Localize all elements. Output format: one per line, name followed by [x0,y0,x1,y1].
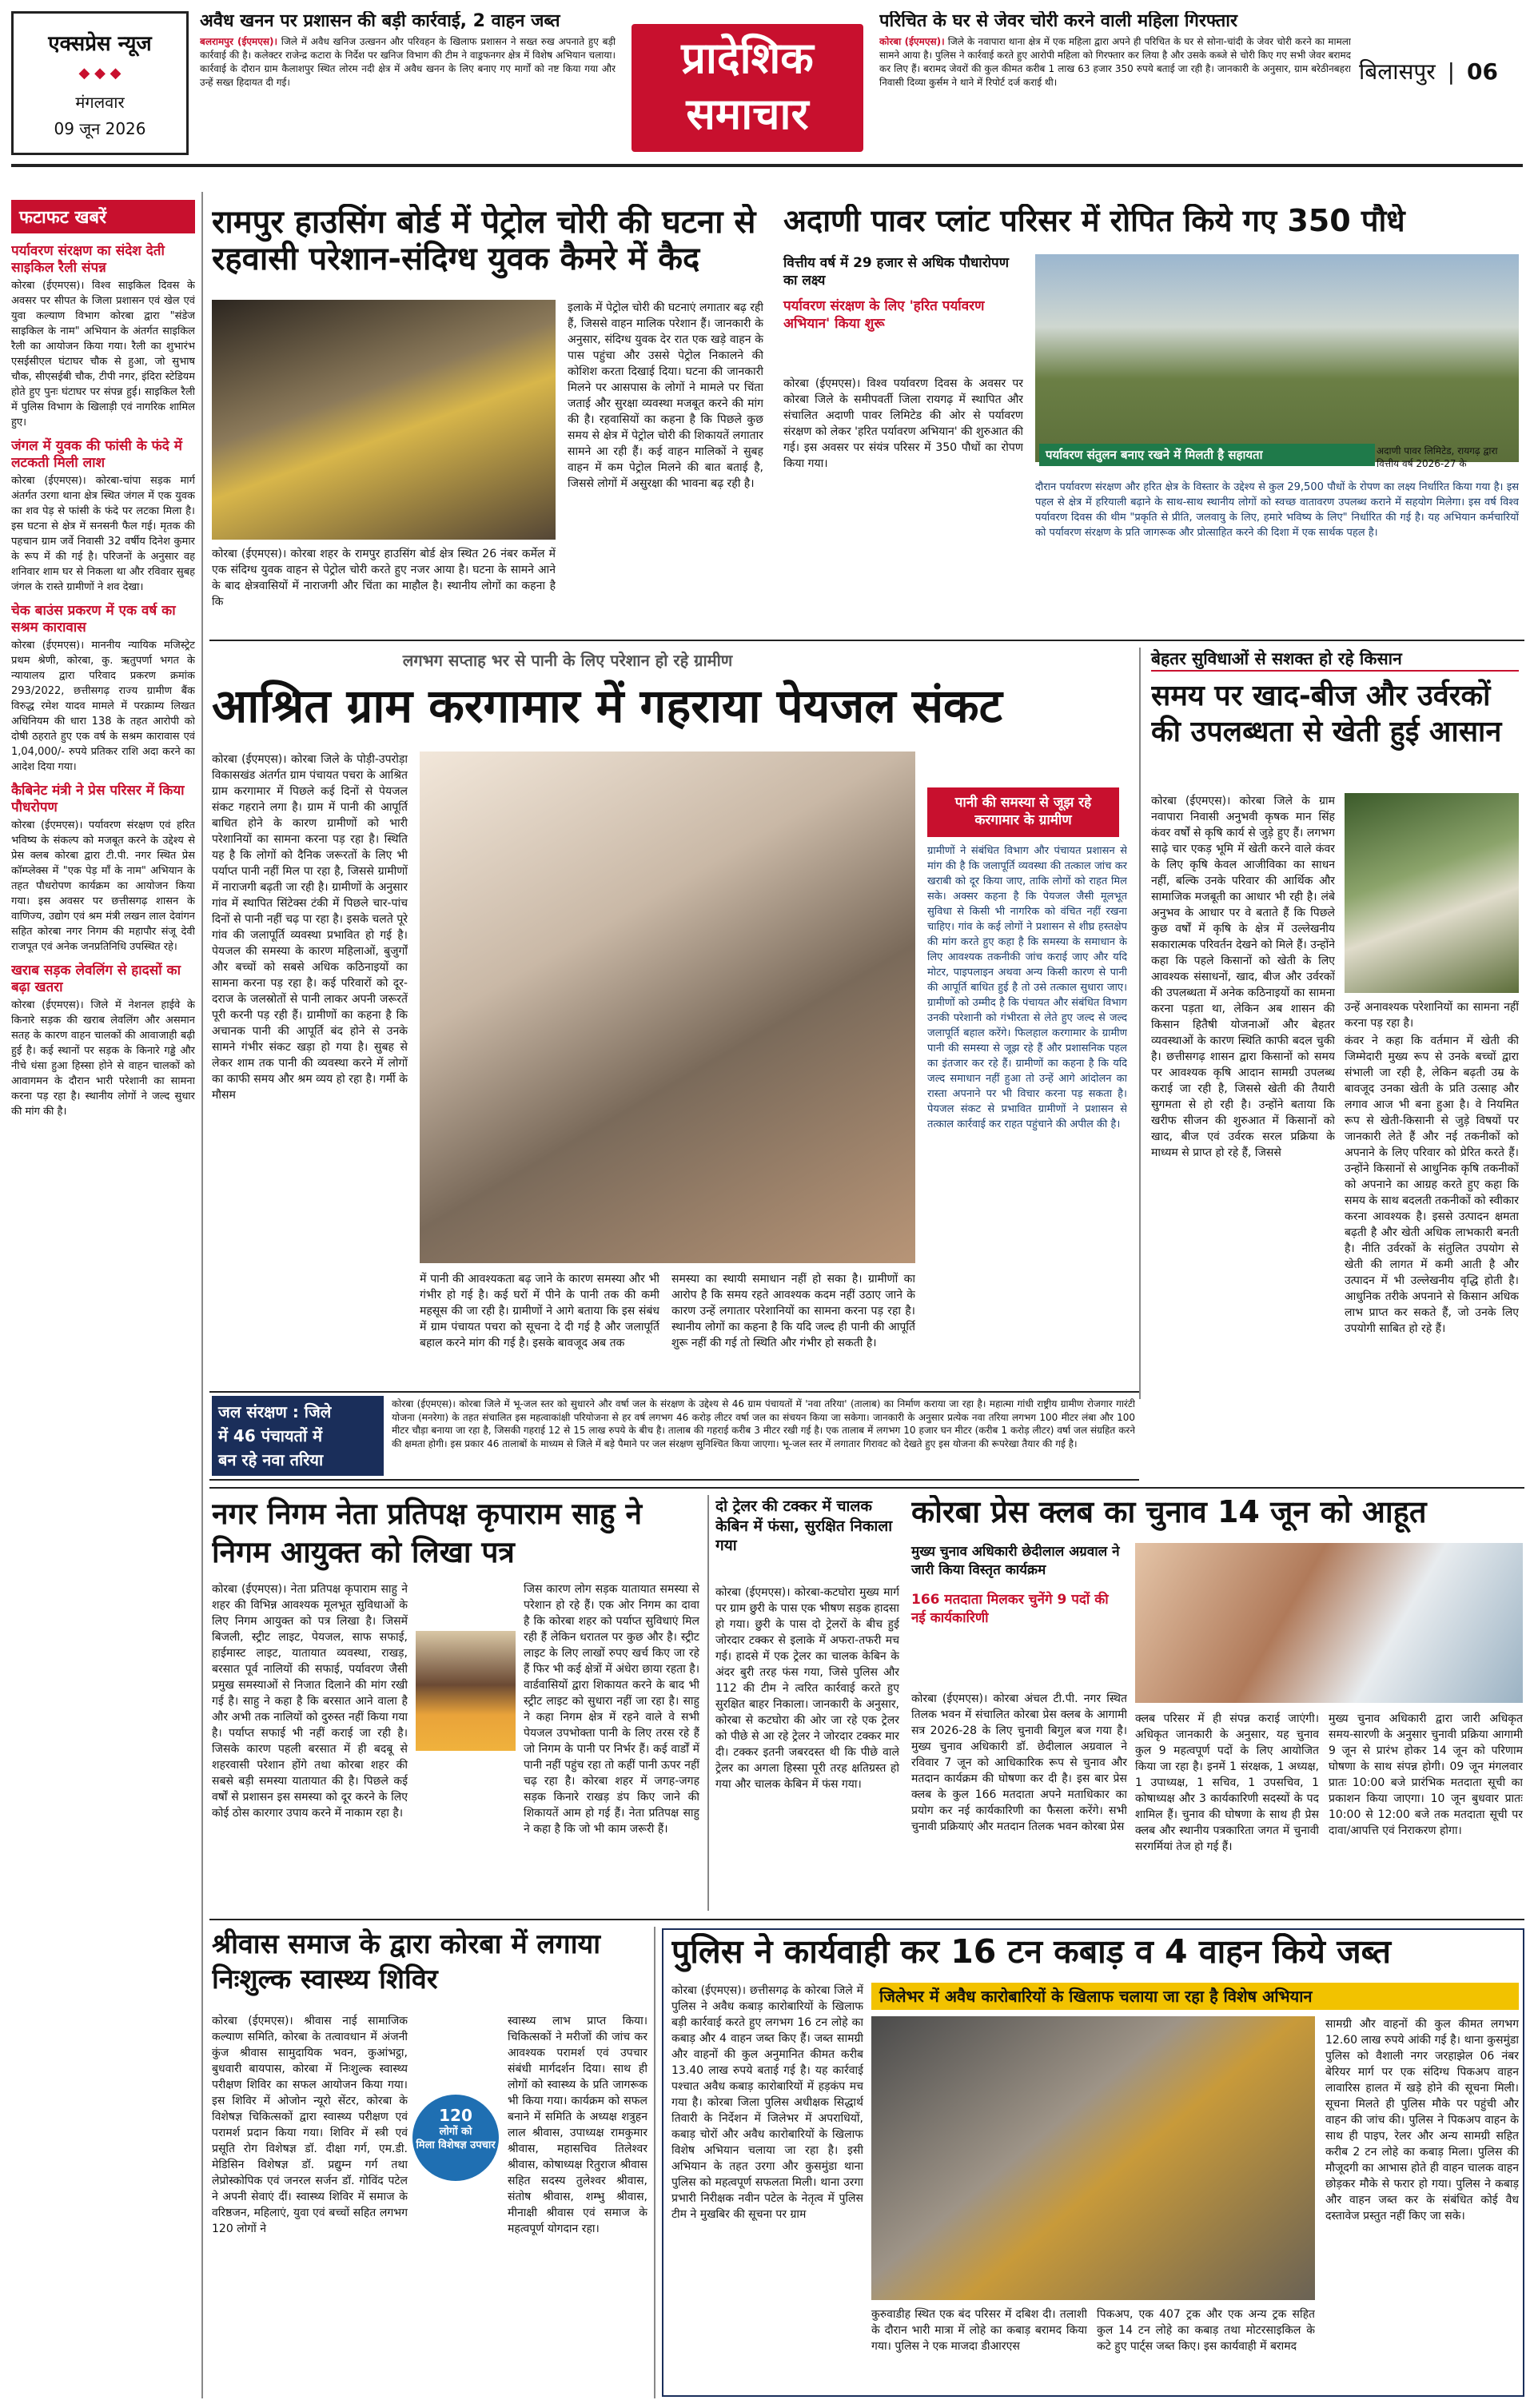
jal-label-line1: जल संरक्षण : जिले [218,1402,332,1421]
section-title-box [632,24,863,152]
masthead-left-headline: अवैध खनन पर प्रशासन की बड़ी कार्रवाई, 2 वाहन जब्त [200,11,560,31]
masthead-right-headline: परिचित के घर से जेवर चोरी करने वाली महिला गिरफ्तार [879,11,1237,31]
farmer-kicker: बेहतर सुविधाओं से सशक्त हो रहे किसान [1151,648,1519,672]
press-subheads [911,1543,1127,1687]
trailer-divider [707,1495,709,1911]
masthead-left-body: जिले में अवैध खनिज उत्खनन और परिवहन के खिलाफ प्रशासन ने सख्त रुख अपनाते हुए बड़ी कार्रवाई की है। कलेक्टर राजेन्द्र कटारा के निर्देश पर खनिज विभाग की टीम ने वाड्रफनगर क्षेत्र में विशेष अभियान चलाया। कार्रवाई के दौरान ग्राम कैलाशपुर स्थित लोरम नदी क्षेत्र में अवैध खनन के लिए बनाए गए मार्गों को नष्ट किया गया और उन्हें सख्त हिदायत दी गई। [200,36,616,88]
water-photo [420,752,915,1263]
adani-subhead2: पर्यावरण संरक्षण के लिए 'हरित पर्यावरण अभियान' किया शुरू [783,298,985,332]
police-col1: कोरबा (ईएमएस)। छत्तीसगढ़ के कोरबा जिले में पुलिस ने अवैध कबाड़ कारोबारियों के खिलाफ बड़ी कार्रवाई करते हुए लगभग 16 टन लोहे का कबाड़ और 4 वाहन जब्त किए हैं। जब्त सामग्री और वाहनों की कुल अनुमानित कीमत करीब 13.40 लाख रुपये बताई गई है। यह कार्रवाई पश्चात अवैध कबाड़ कारोबारियों में हड़कंप मच गया है। कोरबा जिला पुलिस अधीक्षक सिद्धार्थ तिवारी के निर्देशन में जिलेभर में अपराधियों, कबाड़ चोरों और अवैध कारोबारियों के खिलाफ विशेष अभियान चलाया जा रहा है। इसी अभियान के तहत उरगा और कुसमुंडा थाना पुलिस को महत्वपूर्ण सफलता मिली। थाना उरगा प्रभारी निरीक्षक नवीन पटेल के नेतृत्व में पुलिस टीम ने मुखबिर की सूचना पर ग्राम [671,1984,863,2221]
camp-badge-circle [412,2095,499,2181]
water-col2: में पानी की आवश्यकता बढ़ जाने के कारण समस्या और भी गंभीर हो गई है। कई घरों में पीने के पानी तक की कमी महसूस की जा रही है। ग्रामीणों ने आगे बताया कि इस संबंध में ग्राम पंचायत पचरा को सूचना दे दी गई है और जलापूर्ति बहाल करने मांग की गई है। इसके बावजूद अब तक [420,1273,659,1350]
masthead-left-dateline: बलरामपुर (ईएमएस)। [200,36,278,47]
petrol-col1: कोरबा (ईएमएस)। कोरबा शहर के रामपुर हाउसिंग बोर्ड क्षेत्र स्थित 26 नंबर कर्मेल में एक संदिग्ध युवक वाहन से पेट्रोल चोरी करते हुए नजर आया है। घटना के सामने आने के बाद क्षेत्रवासियों में नाराजगी और चिंता का माहौल है। स्थानीय लोगों का कहना है कि [212,548,556,608]
adani-caption-credit: अदाणी पावर लिमिटेड, रायगढ़ द्वारा वित्तीय वर्ष 2026-27 के [1377,445,1498,469]
jal-label-line2: में 46 पंचायतों में [218,1426,323,1445]
section-title-line1: प्रादेशिक [681,33,814,83]
brief-title: जंगल में युवक की फांसी के फंदे में लटकती मिली लाश [11,438,182,471]
jal-label [212,1396,384,1476]
adani-subhead1: वित्तीय वर्ष में 29 हजार से अधिक पौधारोपण का लक्ष्य [783,255,1010,289]
police-col2: सामग्री और वाहनों की कुल कीमत लगभग 12.60 लाख रुपये आंकी गई है। थाना कुसमुंडा पुलिस को वैशाली नगर जरहाझेल 06 नंबर बेरियर मार्ग पर एक संदिग्ध पिकअप वाहन लावारिस हालत में खड़े होने की सूचना मिली। सूचना मिलते ही पुलिस मौके पर पहुंची और वाहन की जांच की। पुलिस ने पिकअप वाहन के साथ ही पाइप, रेलर और अन्य सामग्री सहित करीब 2 टन लोहे का कबाड़ मिला। पुलिस की मौजूदगी का आभास होते ही वाहन चालक वाहन छोड़कर मौके से फरार हो गया। पुलिस ने कबाड़ और वाहन जब्त कर के संबंधित कोई वैध दस्तावेज प्रस्तुत नहीं किए जा सके। [1325,2018,1519,2223]
masthead-right-body: जिले के नवापारा थाना क्षेत्र में एक महिला द्वारा अपने ही परिचित के घर से सोना-चांदी के जेवर चोरी करने का मामला सामने आया है। पुलिस ने कार्रवाई करते हुए आरोपी महिला को गिरफ्तार कर लिया है और उसके कब्जे से चोरी किए गए सभी जेवर बरामद कर लिए हैं। बरामद जेवरों की कुल कीमत करीब 1 लाख 63 हजार 350 रुपये बताई जा रही है। जानकारी के अनुसार, ग्राम बरेठीनबहरा निवासी दिव्या कुर्सम ने थाने में रिपोर्ट दर्ज कराई थी। [879,36,1351,88]
brief-body: कोरबा (ईएमएस)। जिले में नेशनल हाईवे के किनारे सड़क की खराब लेवलिंग और असमान सतह के कारण वाहन चालकों की आवाजाही बढ़ी हुई है। कई स्थानों पर सड़क के किनारे गड्ढे और नीचे धंसा हुआ हिस्सा होने से वाहन चालकों को आवागमन के दौरान भारी परेशानी का सामना करना पड़ रहा है। स्थानीय लोगों ने जल्द सुधार की मांग की है। [11,999,195,1118]
press-sub2: 166 मतदाता मिलकर चुनेंगे 9 पदों की नई कार्यकारिणी [911,1592,1109,1626]
row3-rule [209,1919,1524,1920]
masthead-right-story [879,11,1351,155]
camp-col2: स्वास्थ्य लाभ प्राप्त किया। चिकित्सकों ने मरीजों की जांच कर आवश्यक परामर्श एवं उपचार संबंधी मार्गदर्शन दिया। साथ ही लोगों को स्वास्थ्य के प्रति जागरूक भी किया गया। कार्यक्रम को सफल बनाने में समिति के अध्यक्ष शत्रुहन लाल श्रीवास, उपाध्यक्ष रामकुमार श्रीवास, महासचिव तिलेश्वर श्रीवास, कोषाध्यक्ष रितुराज श्रीवास सहित सदस्य तुलेश्वर श्रीवास, संतोष श्रीवास, शम्भु श्रीवास, मीनाक्षी श्रीवास एवं समाज के महत्वपूर्ण योगदान रहा। [508,2015,647,2235]
brief-title: पर्यावरण संरक्षण का संदेश देती साइकिल रैली संपन्न [11,243,165,276]
press-sub1: मुख्य चुनाव अधिकारी छेदीलाल अग्रवाल ने जारी किया विस्तृत कार्यक्रम [911,1544,1120,1578]
press-col2: क्लब परिसर में ही संपन्न कराई जाएंगी। अधिकृत जानकारी के अनुसार, यह चुनाव कुल 9 महत्वपूर्ण पदों के लिए आयोजित किया जा रहा है। इनमें 1 संरक्षक, 1 अध्यक्ष, 1 उपाध्यक्ष, 1 सचिव, 1 उपसचिव, 1 कोषाध्यक्ष और 3 कार्यकारिणी सदस्यों के पद शामिल हैं। चुनाव की घोषणा के साथ ही प्रेस क्लब और स्थानीय पत्रकारिता जगत में चुनावी सरगर्मियां तेज हो गई हैं। [1135,1712,1319,1853]
brief-title: कैबिनेट मंत्री ने प्रेस परिसर में किया पौधरोपण [11,783,185,815]
press-col1: कोरबा (ईएमएस)। कोरबा अंचल टी.पी. नगर स्थित तिलक भवन में संचालित कोरबा प्रेस क्लब के आगामी सत्र 2026-28 के लिए चुनावी बिगुल बज गया है। मुख्य चुनाव अधिकारी डॉ. छेदीलाल अग्रवाल ने रविवार 7 जून को आधिकारिक रूप से चुनाव और मतदान कार्यक्रम की घोषणा कर दी है। इस बार प्रेस क्लब के कुल 166 मतदाता अपने मताधिकार का प्रयोग कर नई कार्यकारिणी का फैसला करेंगे। सभी चुनावी प्रक्रियाएं और मतदान तिलक भवन कोरबा प्रेस [911,1692,1127,1833]
water-side-body: ग्रामीणों ने संबंधित विभाग और पंचायत प्रशासन से मांग की है कि जलापूर्ति व्यवस्था की तत्काल जांच कर खराबी को दूर किया जाए, ताकि लोगों को राहत मिल सके। अक्सर कहना है कि पेयजल जैसी मूलभूत सुविधा से किसी भी नागरिक को वंचित नहीं रखना चाहिए। गांव के कई लोगों ने प्रशासन से शीघ्र हस्तक्षेप की मांग करते हुए कहा है कि समस्या के समाधान के लिए आवश्यक तकनीकी जांच कराई जाए और यदि मोटर, पाइपलाइन अथवा अन्य किसी कारण से पानी की आपूर्ति बाधित हुई है तो उसे तत्काल सुधारा जाए। ग्रामीणों को उम्मीद है कि पंचायत और संबंधित विभाग उनकी परेशानी को गंभीरता से लेते हुए जल्द से जल्द जलापूर्ति बहाल करेंगे। फिलहाल करगामार के ग्रामीण पानी की समस्या से जूझ रहे हैं और प्रशासनिक पहल का इंतजार कर रहे हैं। ग्रामीणों का कहना है कि यदि जल्द समाधान नहीं हुआ तो उन्हें आगे आंदोलन का रास्ता अपनाने पर भी विचार करना पड़ सकता है। पेयजल संकट से प्रभावित ग्रामीणों ने प्रशासन से तत्काल कार्रवाई कर राहत पहुंचाने की अपील की है। [927,845,1127,1130]
page-number: 06 [1467,58,1498,85]
camp-badge-number: 120 [439,2106,472,2125]
adani-caption-body: दौरान पर्यावरण संरक्षण और हरित क्षेत्र के विस्तार के उद्देश्य से कुल 29,500 पौधों के रोपण का लक्ष्य निर्धारित किया गया है। इस पहल से क्षेत्र में हरियाली बढ़ाने के साथ-साथ स्थानीय लोगों को स्वच्छ वातावरण उपलब्ध कराने में सहयोग मिलेगा। इस वर्ष विश्व पर्यावरण दिवस की थीम "प्रकृति से प्रीति, जलवायु के लिए, हमारे भविष्य के लिए" निर्धारित की गई है। यह अभियान कर्मचारियों को पर्यावरण संरक्षण के प्रति जागरूक और प्रोत्साहित करने की दिशा में एक सार्थक पहल है। [1035,481,1519,539]
water-kicker: लगभग सप्ताह भर से पानी के लिए परेशान हो रहे ग्रामीण [402,651,733,670]
adani-photo-band: पर्यावरण संतुलन बनाए रखने में मिलती है सहायता [1039,444,1375,466]
water-side-label: पानी की समस्या से जूझ रहे करगामार के ग्रामीण [927,787,1119,837]
kripa-col2: जिस कारण लोग सड़क यातायात समस्या से परेशान हो रहे हैं। एक ओर निगम का दावा है कि कोरबा शहर को पर्याप्त सुविधाएं मिल रही हैं लेकिन धरातल पर कुछ और है। स्ट्रीट लाइट के लिए लाखों रुपए खर्च किए जा रहे हैं फिर भी कई क्षेत्रों में अंधेरा छाया रहता है। वार्डवासियों द्वारा शिकायत करने के बाद भी स्ट्रीट लाइट को सुधारा नहीं जा रहा है। साहु ने कहा निगम क्षेत्र में रहने वाले वे सभी पेयजल उपभोक्ता पानी के लिए तरस रहे हैं जो निगम के पानी पर निर्भर हैं। कई वार्डों में पानी नहीं पहुंच रहा तो कहीं पानी ऊपर नहीं चढ़ रहा है। कोरबा शहर में जगह-जगह सड़क किनारे राखड़ डंप किए जाने की शिकायतें आम हो गई हैं। नेता प्रतिपक्ष साहु ने कहा है कि जो भी काम जरूरी हैं। [524,1583,699,1836]
water-headline: आश्रित ग्राम करगामार में गहराया पेयजल संकट [212,680,1002,733]
kripa-headline: नगर निगम नेता प्रतिपक्ष कृपाराम साहु ने निगम आयुक्त को लिखा पत्र [212,1497,642,1570]
adani-photo [1035,254,1519,462]
diamond-ornament-icon: ◆ ◆ ◆ [78,65,122,82]
camp-badge-line3: मिला विशेषज्ञ उपचार [416,2139,496,2151]
brief-title: खराब सड़क लेवलिंग से हादसों का बढ़ा खतरा [11,963,181,995]
camp-badge-line2: लोगों को [439,2126,472,2138]
issue-date: 09 जून 2026 [54,119,146,138]
page-folio: बिलासपुर | 06 [1359,58,1498,85]
police-divider [654,1927,655,2398]
adani-col1: कोरबा (ईएमएस)। विश्व पर्यावरण दिवस के अवसर पर कोरबा जिले के समीपवर्ती जिला रायगढ़ में स्थापित और संचालित अदाणी पावर लिमिटेड की ओर से पर्यावरण संरक्षण को लेकर 'हरित पर्यावरण अभियान' की शुरुआत की गई। इस अवसर पर संयंत्र परिसर में 350 पौधों का रोपण किया गया। [783,377,1023,470]
police-headline: पुलिस ने कार्यवाही कर 16 टन कबाड़ व 4 वाहन किये जब्त [671,1933,1392,1971]
weekday: मंगलवार [75,93,125,112]
brief-body: कोरबा (ईएमएस)। कोरबा-चांपा सड़क मार्ग अंतर्गत उरगा थाना क्षेत्र स्थित जंगल में एक युवक का शव पेड़ से फांसी के फंदे पर लटका मिला है। इस घटना से क्षेत्र में सनसनी फैल गई। मृतक की पहचान ग्राम जर्वे निवासी 32 वर्षीय दिनेश कुमार के रूप में की गई है। परिजनों के अनुसार वह शनिवार शाम घर से निकला था और रविवार सुबह जंगल के रास्ते ग्रामीणों ने शव देखा। [11,475,195,593]
masthead-right-dateline: कोरबा (ईएमएस)। [879,36,945,47]
trailer-body: कोरबा (ईएमएस)। कोरबा-कटघोरा मुख्य मार्ग पर ग्राम छुरी के पास एक भीषण सड़क हादसा हो गया। छुरी के पास दो ट्रेलरों के बीच हुई जोरदार टक्कर से इलाके में अफरा-तफरी मच गई। हादसे में एक ट्रेलर का चालक केबिन के अंदर बुरी तरह फंस गया, जिसे पुलिस और 112 की टीम ने त्वरित कार्रवाई करते हुए सुरक्षित बाहर निकाला। जानकारी के अनुसार, कोरबा से कटघोरा की ओर जा रहे एक ट्रेलर को पीछे से आ रहे ट्रेलर ने जोरदार टक्कर मार दी। टक्कर इतनी जबरदस्त थी कि पीछे वाले ट्रेलर का अगला हिस्सा पूरी तरह क्षतिग्रस्त हो गया और चालक केबिन में फंस गया। [715,1586,899,1791]
brief-title: चेक बाउंस प्रकरण में एक वर्ष का सश्रम कारावास [11,603,176,636]
kripa-col1: कोरबा (ईएमएस)। नेता प्रतिपक्ष कृपाराम साहु ने शहर की विभिन्न आवश्यक मूलभूत सुविधाओं के लिए निगम आयुक्त को पत्र लिखा है। जिसमें बिजली, स्ट्रीट लाइट, पेयजल, साफ सफाई, हाईमास्ट लाइट, यातायात व्यवस्था, राखड़, बरसात पूर्व नालियों की सफाई, पर्यावरण जैसी प्रमुख समस्याओं से निजात दिलाने की मांग रखी गई है। साहु ने कहा है कि बरसात आने वाला है और अभी तक नालियों को दुरुस्त नहीं किया गया है। पर्याप्त सफाई भी नहीं कराई जा रही है। जिसके कारण पहली बरसात में ही बदबू से शहरवासी परेशान होंगे तथा कोरबा शहर की सबसे बड़ी समस्या यातायात की है। पिछले कई वर्षों से प्रशासन इस समस्या को दूर करने के लिए कोई ठोस कारगार उपाय करने में नाकाम रहा है। [212,1583,408,1820]
press-headline: कोरबा प्रेस क्लब का चुनाव 14 जून को आहूत [911,1495,1427,1529]
brief-body: कोरबा (ईएमएस)। विश्व साइकिल दिवस के अवसर पर सीपत के जिला प्रशासन एवं खेल एवं युवा कल्याण विभाग कोरबा द्वारा "संडेज साइकिल के नाम" अभियान के अंतर्गत साइकिल रैली का आयोजन किया गया। रैली का शुभारंभ एसईसीएल घंटाघर चौक से हुआ, जो सुभाष चौक, सीएसईबी चौक, टीपी नगर, इंदिरा स्टेडियम होते हुए पुनः घंटाघर पर संपन्न हुई। साइकिल रैली में पुलिस विभाग के खिलाड़ी एवं नागरिक शामिल हुए। [11,280,195,429]
water-col1: कोरबा (ईएमएस)। कोरबा जिले के पोड़ी-उपरोड़ा विकासखंड अंतर्गत ग्राम पंचायत पचरा के आश्रित ग्राम करगामार में पिछले कई दिनों से पेयजल संकट गहराने लगा है। ग्राम में पानी की आपूर्ति बाधित होने के कारण ग्रामीणों को भारी परेशानियों का सामना करना पड़ रहा है। स्थिति यह है कि लोगों को दैनिक जरूरतों के लिए भी पर्याप्त पानी नहीं मिल पा रहा है, जिससे ग्रामीणों में नाराजगी बढ़ती जा रही है। ग्रामीणों के अनुसार गांव में स्थापित सिंटेक्स टंकी में पिछले चार-पांच दिनों से पानी नहीं चढ़ पा रहा है। इसके चलते पूरे गांव की जलापूर्ति व्यवस्था प्रभावित हो गई है। पेयजल की समस्या के कारण महिलाओं, बुजुर्गों और बच्चों को सबसे अधिक कठिनाइयों का सामना करना पड़ रहा है। कई परिवारों को दूर-दराज के जलस्रोतों से पानी लाकर अपनी जरूरतें पूरी करनी पड़ रही हैं। ग्रामीणों का कहना है कि अचानक पानी की आपूर्ति बंद होने से उनके सामने गंभीर संकट खड़ा हो गया है। सुबह से लेकर शाम तक पानी की व्यवस्था करने में लोगों का काफी समय और श्रम व्यय हो रहा है। गर्मी के मौसम [212,753,408,1102]
petrol-col2: इलाके में पेट्रोल चोरी की घटनाएं लगातार बढ़ रही हैं, जिससे वाहन मालिक परेशान हैं। जानकारी के अनुसार, संदिग्ध युवक देर रात एक खड़े वाहन के पास पहुंचा और उससे पेट्रोल निकालने की कोशिश करता दिखाई दिया। घटना की जानकारी मिलने पर आसपास के लोगों ने मामले पर चिंता जताई और सुरक्षा व्यवस्था मजबूत करने की मांग की है। रहवासियों का कहना है कि पिछले कुछ समय से क्षेत्र में पेट्रोल चोरी की शिकायतें लगातार सामने आ रही हैं। कई वाहन मालिकों ने सुबह वाहन में कम पेट्रोल मिलने की बात बताई है, जिससे लोगों में असुरक्षा की भावना बढ़ रही है। [568,301,763,490]
trailer-headline: दो ट्रेलर की टक्कर में चालक केबिन में फंसा, सुरक्षित निकाला गया [715,1497,893,1555]
press-col3: मुख्य चुनाव अधिकारी द्वारा जारी अधिकृत समय-सारणी के अनुसार चुनावी प्रक्रिया आगामी 9 जून से प्रारंभ होकर 14 जून को परिणाम घोषणा के साथ संपन्न होगी। 09 जून मंगलवार प्रातः 10:00 बजे प्रारंभिक मतदाता सूची का प्रकाशन किया जाएगा। 10 जून बुधवार प्रातः 10:00 से 12:00 बजे तक मतदाता सूची पर दावा/आपत्ति एवं निराकरण होगा। [1329,1712,1523,1837]
jal-label-line3: बन रहे नवा तरिया [218,1450,324,1469]
police-band: जिलेभर में अवैध कारोबारियों के खिलाफ चलाया जा रहा है विशेष अभियान [871,1983,1519,2010]
masthead-rule [11,164,1523,167]
brief-body: कोरबा (ईएमएस)। पर्यावरण संरक्षण एवं हरित भविष्य के संकल्प को मजबूत करने के उद्देश्य से प्रेस क्लब कोरबा द्वारा टी.पी. नगर स्थित प्रेस कॉम्प्लेक्स में "एक पेड़ माँ के नाम" अभियान के तहत पौधरोपण कार्यक्रम का आयोजन किया गया। इस अवसर पर छत्तीसगढ़ शासन के वाणिज्य, उद्योग एवं श्रम मंत्री लखन लाल देवांगन सहित कोरबा नगर निगम की महापौर संजू देवी राजपूत एवं अनेक जनप्रतिनिधि उपस्थित रहे। [11,819,195,953]
briefs-header: फटाफट खबरें [11,200,195,233]
farmer-photo [1345,793,1519,993]
masthead-left-story [200,11,616,155]
camp-headline: श्रीवास समाज के द्वारा कोरबा में लगाया निःशुल्क स्वास्थ्य शिविर [212,1928,601,1996]
farmer-headline: समय पर खाद-बीज और उर्वरकों की उपलब्धता से खेती हुई आसान [1151,680,1502,748]
row1-rule [209,640,1524,641]
farmer-col1: कोरबा (ईएमएस)। कोरबा जिले के ग्राम नवापारा निवासी अनुभवी कृषक मान सिंह कंवर वर्षों से कृषि कार्य से जुड़े हुए हैं। लगभग साढ़े चार एकड़ भूमि में खेती करने वाले कंवर के लिए कृषि केवल आजीविका का साधन नहीं, बल्कि उनके परिवार की आर्थिक और सामाजिक मजबूती का आधार भी रही है। लंबे अनुभव के आधार पर वे बताते हैं कि पिछले कुछ वर्षों में कृषि के क्षेत्र में उल्लेखनीय सकारात्मक परिवर्तन देखने को मिले हैं। उन्होंने कहा कि पहले किसानों को खेती के लिए आवश्यक संसाधनों, खाद, बीज और उर्वरकों की उपलब्धता में अनेक कठिनाइयों का सामना करना पड़ता था, लेकिन अब शासन की किसान हितैषी योजनाओं और बेहतर व्यवस्थाओं के कारण स्थिति काफी बदल चुकी है। छत्तीसगढ़ शासन द्वारा किसानों को समय पर आवश्यक कृषि आदान सामग्री उपलब्ध कराई जा रही है, जिससे खेती की तैयारी सुगमता से हो रही है। उन्होंने बताया कि खरीफ सीजन की शुरुआत में किसानों को खाद, बीज एवं उर्वरक सरल प्रक्रिया के माध्यम से प्राप्त हो रहे हैं, जिससे [1151,795,1335,1159]
brief-body: कोरबा (ईएमएस)। माननीय न्यायिक मजिस्ट्रेट प्रथम श्रेणी, कोरबा, कु. ऋतुपर्णा भगत के न्यायालय द्वारा परिवाद प्रकरण क्रमांक 293/2022, छत्तीसगढ़ राज्य ग्रामीण बैंक विरुद्ध रमेश यादव मामले में परक्राम्य लिखत अधिनियम की धारा 138 के तहत आरोपी को दोषी ठहराते हुए एक वर्ष के सश्रम कारावास एवं 1,04,000/- रुपये प्रतिकर राशि अदा करने का आदेश दिया गया। [11,640,195,773]
adani-subheads [783,254,1023,366]
press-photo [1135,1543,1523,1703]
water-col3: समस्या का स्थायी समाधान नहीं हो सका है। ग्रामीणों का आरोप है कि समय रहते आवश्यक कदम नहीं उठाए जाने के कारण उन्हें लगातार परेशानियों का सामना करना पड़ रहा है। स्थानीय लोगों का कहना है कि यदि जल्द ही पानी की आपूर्ति शुरू नहीं की गई तो स्थिति और गंभीर हो सकती है। [671,1273,915,1350]
farmer-col2: कंवर ने कहा कि वर्तमान में खेती की जिम्मेदारी मुख्य रूप से उनके बच्चों द्वारा संभाली जा रही है, लेकिन बढ़ती उम्र के बावजूद उनका खेती के प्रति उत्साह और लगाव आज भी बना हुआ है। वे नियमित रूप से खेती-किसानी से जुड़े विषयों पर जानकारी लेते हैं और नई तकनीकों को अपनाने के लिए परिवार को प्रेरित करते हैं। उन्होंने किसानों से आधुनिक कृषि तकनीकों को अपनाने का आग्रह करते हुए कहा कि समय के साथ बदलती तकनीकों को स्वीकार करना आवश्यक है। इससे उत्पादन क्षमता बढ़ती है और खेती अधिक लाभकारी बनती है। नीति उर्वरकों के संतुलित उपयोग से खेती की लागत में कमी आती है और उत्पादन में भी उल्लेखनीय वृद्धि होती है। आधुनिक तरीके अपनाने से किसान अधिक लाभ प्राप्त कर सकते हैं, जो उनके लिए उपयोगी साबित हो रहे हैं। [1345,1035,1519,1335]
briefs-divider [201,192,203,2398]
row2-rule [209,1487,1524,1489]
camp-col1: कोरबा (ईएमएस)। श्रीवास नाई सामाजिक कल्याण समिति, कोरबा के तत्वावधान में अंजनी कुंज श्रीवास सामुदायिक भवन, कुआंभट्ठा, बुधवारी बायपास, कोरबा में निःशुल्क स्वास्थ्य परीक्षण शिविर का सफल आयोजन किया गया। इस शिविर में ओजोन न्यूरो सेंटर, कोरबा के विशेषज्ञ चिकित्सकों द्वारा स्वास्थ्य परीक्षण एवं परामर्श प्रदान किया गया। शिविर में स्त्री एवं प्रसूति रोग विशेषज्ञ डॉ. दीक्षा गर्ग, एम.डी. मेडिसिन विशेषज्ञ डॉ. प्रद्युम्न गर्ग तथा लेप्रोस्कोपिक एवं जनरल सर्जन डॉ. गोविंद पटेल ने अपनी सेवाएं दीं। स्वास्थ्य शिविर में समाज के वरिष्ठजन, महिलाएं, युवा एवं बच्चों सहित लगभग 120 लोगों ने [212,2015,408,2235]
jal-body: कोरबा (ईएमएस)। कोरबा जिले में भू-जल स्तर को सुधारने और वर्षा जल के संरक्षण के उद्देश्य से 46 ग्राम पंचायतों में 'नवा तरिया' (तालाब) का निर्माण कराया जा रहा है। महात्मा गांधी राष्ट्रीय ग्रामीण रोजगार गारंटी योजना (मनरेगा) के तहत संचालित इस महत्वाकांक्षी परियोजना से हर वर्ष लगभग 46 करोड़ लीटर वर्षा जल का संचयन किया जा सकेगा। जानकारी के अनुसार प्रत्येक नवा तरिया लगभग 100 मीटर लंबा और 100 मीटर चौड़ा बनाया जा रहा है, जिसकी गहराई 12 से 15 लाख रुपये के बीच है। तालाब की गहराई करीब 3 मीटर रखी गई है। एक तालाब में लगभग 10 हजार घन मीटर (करीब 1 करोड़ लीटर) वर्षा जल संग्रहित करने की क्षमता होगी। इस प्रकार 46 तालाबों के माध्यम से जिले में बड़े पैमाने पर जल संरक्षण सुनिश्चित किया जाएगा। भू-जल स्तर में लगातार गिरावट को देखते हुए इस योजना की रूपरेखा तैयार की गई है। [392,1398,1135,1449]
paper-name: एक्सप्रेस न्यूज [48,32,152,56]
police-caption-right: पिकअप, एक 407 ट्रक और एक अन्य ट्रक सहित कुल 14 टन लोहे का कबाड़ तथा मोटरसाइकिल के कटे हुए पार्ट्स जब्त किए। इस कार्यवाही में बरामद [1097,2308,1315,2353]
farmer-col2-top: उन्हें अनावश्यक परेशानियों का सामना नहीं करना पड़ रहा है। [1345,1001,1519,1030]
briefs-column [11,200,195,2398]
petrol-photo [212,300,556,540]
section-title-line2: समाचार [686,89,809,139]
city-name: बिलासपुर [1359,58,1436,85]
kripa-portrait [416,1631,516,1751]
adani-headline: अदाणी पावर प्लांट परिसर में रोपित किये गए 350 पौधे [783,204,1405,238]
police-photo [871,2016,1315,2300]
police-caption-left: कुरुवाडीह स्थित एक बंद परिसर में दबिश दी। तलाशी के दौरान भारी मात्रा में लोहे का कबाड़ बरामद किया गया। पुलिस ने एक माजदा डीआरएस [871,2308,1087,2353]
farmer-divider [1139,648,1141,1399]
masthead-box [11,11,189,155]
petrol-headline: रामपुर हाउसिंग बोर्ड में पेट्रोल चोरी की घटना से रहवासी परेशान-संदिग्ध युवक कैमरे में कैद [212,204,756,277]
